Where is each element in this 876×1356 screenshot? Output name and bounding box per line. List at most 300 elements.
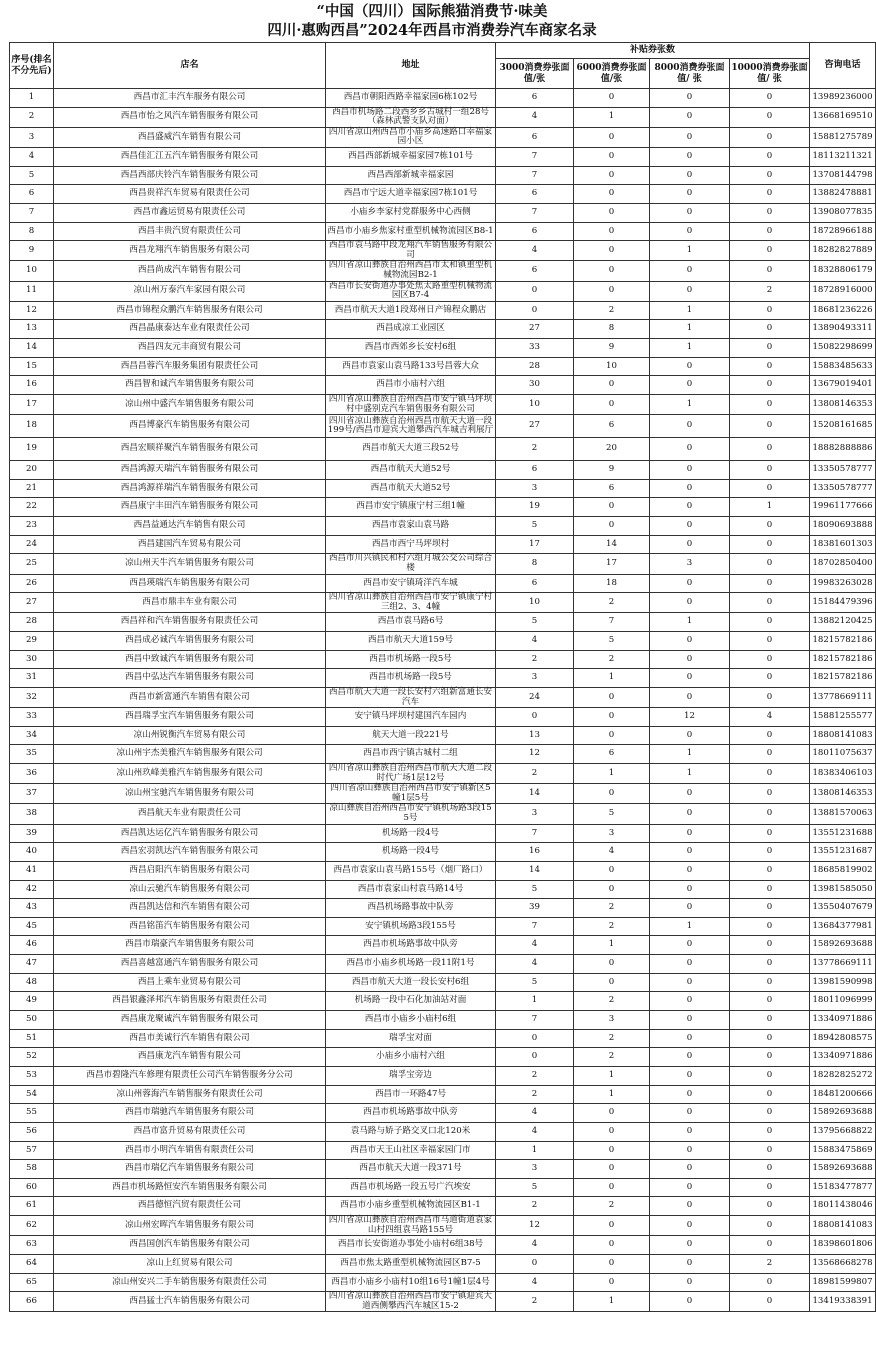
header-subsidy: 补贴券张数: [496, 43, 810, 59]
cell-3000: 4: [496, 1104, 574, 1123]
table-row: [10, 127, 876, 147]
cell-8000: 0: [650, 632, 730, 651]
cell-store: 西昌博豪汽车销售服务有限公司: [54, 415, 326, 438]
cell-phone: 18282827889: [810, 241, 876, 261]
cell-address: 西昌市长安街道办事处焦太路重型机械物流园区B7-4: [326, 281, 496, 301]
table-row: [10, 1141, 876, 1160]
cell-6000: 17: [574, 554, 650, 574]
cell-index: 52: [10, 1048, 54, 1067]
cell-phone: 18728916000: [810, 281, 876, 301]
table-row: [10, 632, 876, 651]
cell-store: 西昌宏顺祥聚汽车销售服务有限公司: [54, 438, 326, 461]
cell-index: 36: [10, 764, 54, 784]
cell-phone: 18808141083: [810, 1216, 876, 1236]
cell-store: 西昌市瑞豪汽车销售服务有限公司: [54, 936, 326, 955]
cell-3000: 3: [496, 669, 574, 688]
table-row: [10, 1178, 876, 1197]
cell-8000: 1: [650, 241, 730, 261]
cell-store: 西昌成必诚汽车销售服务有限公司: [54, 632, 326, 651]
cell-3000: 7: [496, 1011, 574, 1030]
cell-store: 西昌西部庆铃汽车销售服务有限公司: [54, 166, 326, 185]
cell-address: 四川省凉山彝族自治州西昌市马道街道袁家山村四组袁马路155号: [326, 1216, 496, 1236]
table-row: [10, 1292, 876, 1312]
cell-3000: 6: [496, 574, 574, 593]
cell-6000: 0: [574, 166, 650, 185]
table-row: [10, 241, 876, 261]
cell-8000: 0: [650, 687, 730, 707]
cell-6000: 1: [574, 107, 650, 127]
cell-6000: 2: [574, 899, 650, 918]
table-row: [10, 535, 876, 554]
cell-8000: 0: [650, 1216, 730, 1236]
cell-8000: 0: [650, 1160, 730, 1179]
cell-store: 西昌智和诚汽车销售服务有限公司: [54, 376, 326, 395]
cell-store: 西昌宏羽凯达汽车销售服务有限公司: [54, 843, 326, 862]
cell-6000: 2: [574, 1029, 650, 1048]
cell-address: 机场路一段4号: [326, 824, 496, 843]
cell-10000: 0: [730, 1197, 810, 1216]
cell-10000: 0: [730, 479, 810, 498]
cell-8000: 0: [650, 281, 730, 301]
cell-10000: 0: [730, 1085, 810, 1104]
table-row: [10, 517, 876, 536]
cell-3000: 2: [496, 650, 574, 669]
cell-6000: 0: [574, 861, 650, 880]
cell-10000: 0: [730, 745, 810, 764]
cell-3000: 10: [496, 593, 574, 613]
cell-phone: 18215782186: [810, 632, 876, 651]
cell-index: 20: [10, 461, 54, 480]
cell-10000: 0: [730, 1011, 810, 1030]
cell-8000: 0: [650, 415, 730, 438]
cell-10000: 0: [730, 1122, 810, 1141]
table-row: [10, 593, 876, 613]
cell-6000: 7: [574, 613, 650, 632]
cell-address: 四川省凉山彝族自治州西昌市安宁镇康宁村三组2、3、4幢: [326, 593, 496, 613]
cell-6000: 0: [574, 127, 650, 147]
cell-6000: 9: [574, 461, 650, 480]
cell-store: 西昌上乘车业贸易有限公司: [54, 973, 326, 992]
cell-index: 22: [10, 498, 54, 517]
cell-phone: 15892693688: [810, 1160, 876, 1179]
cell-6000: 0: [574, 708, 650, 727]
cell-store: 西昌市富升贸易有限责任公司: [54, 1122, 326, 1141]
cell-10000: 0: [730, 1178, 810, 1197]
cell-address: 四川省凉山彝族自治州西昌市航天大道一段199号/西昌市迎宾大道攀西汽车城吉利展厅: [326, 415, 496, 438]
cell-8000: 0: [650, 955, 730, 974]
cell-store: 西昌康龙汽车销售有限公司: [54, 1048, 326, 1067]
cell-address: 瑞孚宝对面: [326, 1029, 496, 1048]
cell-index: 56: [10, 1122, 54, 1141]
cell-phone: 18681236226: [810, 301, 876, 320]
cell-3000: 5: [496, 973, 574, 992]
cell-6000: 1: [574, 1066, 650, 1085]
cell-phone: 18328806179: [810, 261, 876, 281]
cell-address: 四川省凉山彝族自治州西昌市安宁镇马坪坝村中盛别克汽车销售服务有限公司: [326, 394, 496, 414]
cell-index: 30: [10, 650, 54, 669]
table-row: [10, 339, 876, 358]
cell-3000: 7: [496, 166, 574, 185]
cell-address: 四川省凉山彝族自治州西昌市航天大道二段时代广场1层12号: [326, 764, 496, 784]
cell-8000: 0: [650, 222, 730, 241]
cell-phone: 15208161685: [810, 415, 876, 438]
cell-phone: 15082298699: [810, 339, 876, 358]
table-row: [10, 281, 876, 301]
table-row: [10, 1104, 876, 1123]
cell-10000: 0: [730, 357, 810, 376]
cell-store: 凉山州天牛汽车销售服务有限公司: [54, 554, 326, 574]
cell-8000: 1: [650, 339, 730, 358]
cell-3000: 0: [496, 281, 574, 301]
cell-index: 21: [10, 479, 54, 498]
cell-phone: 13419338391: [810, 1292, 876, 1312]
cell-8000: 1: [650, 917, 730, 936]
cell-6000: 0: [574, 726, 650, 745]
cell-3000: 3: [496, 479, 574, 498]
cell-3000: 33: [496, 339, 574, 358]
cell-3000: 12: [496, 745, 574, 764]
cell-phone: 13340971886: [810, 1011, 876, 1030]
cell-index: 38: [10, 804, 54, 824]
cell-address: 四川省凉山彝族自治州西昌市安宁镇新区5幢1层5号: [326, 784, 496, 804]
cell-3000: 3: [496, 804, 574, 824]
table-row: [10, 669, 876, 688]
cell-10000: 0: [730, 517, 810, 536]
cell-3000: 3: [496, 1160, 574, 1179]
table-row: [10, 936, 876, 955]
cell-address: 西昌市航天大道52号: [326, 461, 496, 480]
cell-3000: 30: [496, 376, 574, 395]
cell-3000: 5: [496, 613, 574, 632]
cell-index: 26: [10, 574, 54, 593]
cell-phone: 13981590998: [810, 973, 876, 992]
table-row: [10, 917, 876, 936]
cell-index: 53: [10, 1066, 54, 1085]
cell-6000: 8: [574, 320, 650, 339]
table-row: [10, 107, 876, 127]
cell-address: 机场路一段4号: [326, 843, 496, 862]
cell-address: 西昌市机场路一段五号广汽埃安: [326, 1178, 496, 1197]
cell-index: 39: [10, 824, 54, 843]
cell-address: 西昌市袁家山袁马路133号昌蓉大众: [326, 357, 496, 376]
cell-3000: 17: [496, 535, 574, 554]
cell-store: 西昌喜越富通汽车销售服务有限公司: [54, 955, 326, 974]
cell-store: 凉山州玖峰美雅汽车销售服务有限公司: [54, 764, 326, 784]
header-3000: 3000消费券张面值/张: [496, 59, 574, 89]
table-row: [10, 1066, 876, 1085]
cell-address: 机场路一段中石化加油站对面: [326, 992, 496, 1011]
cell-3000: 12: [496, 1216, 574, 1236]
cell-3000: 14: [496, 861, 574, 880]
cell-8000: 1: [650, 613, 730, 632]
cell-address: 西昌市西宁镇古城村二组: [326, 745, 496, 764]
cell-6000: 18: [574, 574, 650, 593]
cell-address: 西昌西部新城幸福家园: [326, 166, 496, 185]
cell-8000: 0: [650, 992, 730, 1011]
cell-store: 凉山州安兴二手车销售服务有限责任公司: [54, 1273, 326, 1292]
cell-phone: 18282825272: [810, 1066, 876, 1085]
cell-address: 西昌市袁家山村袁马路14号: [326, 880, 496, 899]
cell-3000: 6: [496, 222, 574, 241]
cell-phone: 18011096999: [810, 992, 876, 1011]
cell-address: 西昌市西郊乡长安村6组: [326, 339, 496, 358]
cell-store: 西昌佳汇江五汽车销售服务有限公司: [54, 148, 326, 167]
cell-phone: 13551231688: [810, 824, 876, 843]
cell-10000: 0: [730, 376, 810, 395]
cell-3000: 5: [496, 1178, 574, 1197]
cell-index: 58: [10, 1160, 54, 1179]
cell-store: 西昌祥和汽车销售服务有限责任公司: [54, 613, 326, 632]
cell-phone: 15881275789: [810, 127, 876, 147]
cell-phone: 13808146353: [810, 394, 876, 414]
cell-6000: 0: [574, 261, 650, 281]
cell-phone: 19983263028: [810, 574, 876, 593]
cell-6000: 3: [574, 824, 650, 843]
cell-8000: 0: [650, 899, 730, 918]
cell-10000: 0: [730, 320, 810, 339]
cell-3000: 7: [496, 203, 574, 222]
cell-index: 16: [10, 376, 54, 395]
cell-phone: 15892693688: [810, 1104, 876, 1123]
cell-store: 西昌龙翔汽车销售服务有限公司: [54, 241, 326, 261]
table-row: [10, 498, 876, 517]
cell-3000: 2: [496, 438, 574, 461]
cell-3000: 10: [496, 394, 574, 414]
cell-10000: 0: [730, 339, 810, 358]
cell-8000: 0: [650, 1122, 730, 1141]
cell-address: 西昌市袁马路6号: [326, 613, 496, 632]
cell-store: 西昌贵祥汽车贸易有限责任公司: [54, 185, 326, 204]
cell-10000: 0: [730, 1141, 810, 1160]
table-row: [10, 1216, 876, 1236]
cell-phone: 15183477877: [810, 1178, 876, 1197]
cell-store: 西昌市机场路恒安汽车销售服务有限公司: [54, 1178, 326, 1197]
cell-10000: 0: [730, 1029, 810, 1048]
table-row: [10, 1160, 876, 1179]
cell-index: 12: [10, 301, 54, 320]
cell-3000: 2: [496, 1292, 574, 1312]
cell-phone: 13795668822: [810, 1122, 876, 1141]
cell-8000: 0: [650, 784, 730, 804]
cell-address: 西昌市航天大道159号: [326, 632, 496, 651]
cell-10000: 0: [730, 203, 810, 222]
cell-6000: 0: [574, 687, 650, 707]
cell-phone: 18090693888: [810, 517, 876, 536]
cell-8000: 0: [650, 535, 730, 554]
cell-store: 西昌航天车业有限责任公司: [54, 804, 326, 824]
table-row: [10, 301, 876, 320]
cell-6000: 2: [574, 1048, 650, 1067]
cell-phone: 13708144798: [810, 166, 876, 185]
cell-10000: 0: [730, 650, 810, 669]
cell-phone: 18381601303: [810, 535, 876, 554]
cell-store: 西昌市鑫运贸易有限责任公司: [54, 203, 326, 222]
cell-phone: 13679019401: [810, 376, 876, 395]
cell-10000: 0: [730, 824, 810, 843]
table-row: [10, 861, 876, 880]
cell-3000: 7: [496, 824, 574, 843]
cell-address: 西昌西部新城幸福家园7栋101号: [326, 148, 496, 167]
cell-index: 23: [10, 517, 54, 536]
cell-10000: 0: [730, 613, 810, 632]
cell-6000: 6: [574, 745, 650, 764]
cell-store: 西昌猛士汽车销售服务有限公司: [54, 1292, 326, 1312]
cell-6000: 0: [574, 1273, 650, 1292]
cell-3000: 6: [496, 461, 574, 480]
cell-store: 西昌市汇丰汽车服务有限公司: [54, 89, 326, 108]
cell-8000: 0: [650, 861, 730, 880]
cell-address: 西昌市小庙乡小庙村6组: [326, 1011, 496, 1030]
cell-phone: 15881255577: [810, 708, 876, 727]
cell-address: 安宁镇马坪坝村建国汽车园内: [326, 708, 496, 727]
cell-index: 37: [10, 784, 54, 804]
cell-3000: 27: [496, 320, 574, 339]
cell-8000: 0: [650, 824, 730, 843]
cell-store: 凉山州锐衡汽车贸易有限公司: [54, 726, 326, 745]
cell-3000: 4: [496, 1236, 574, 1255]
cell-address: 西昌市焦太路重型机械物流园区B7-5: [326, 1254, 496, 1273]
table-row: [10, 320, 876, 339]
cell-store: 西昌银鑫泽邦汽车销售服务有限责任公司: [54, 992, 326, 1011]
cell-index: 32: [10, 687, 54, 707]
cell-index: 65: [10, 1273, 54, 1292]
cell-3000: 14: [496, 784, 574, 804]
cell-8000: 0: [650, 498, 730, 517]
cell-store: 西昌市美诚行汽车销售有限公司: [54, 1029, 326, 1048]
cell-10000: 0: [730, 301, 810, 320]
cell-8000: 0: [650, 107, 730, 127]
cell-10000: 0: [730, 861, 810, 880]
cell-phone: 13568668278: [810, 1254, 876, 1273]
table-row: [10, 89, 876, 108]
cell-10000: 0: [730, 1236, 810, 1255]
cell-10000: 0: [730, 687, 810, 707]
cell-8000: 3: [650, 554, 730, 574]
cell-address: 凉山彝族自治州西昌市安宁镇机场路3段155号: [326, 804, 496, 824]
cell-6000: 4: [574, 843, 650, 862]
table-row: [10, 1236, 876, 1255]
cell-index: 19: [10, 438, 54, 461]
cell-index: 62: [10, 1216, 54, 1236]
cell-10000: 0: [730, 1048, 810, 1067]
cell-address: 西昌市宁远大道幸福家园7栋101号: [326, 185, 496, 204]
cell-3000: 0: [496, 301, 574, 320]
cell-address: 西昌市袁家山袁马路: [326, 517, 496, 536]
cell-3000: 0: [496, 1254, 574, 1273]
cell-phone: 13550407679: [810, 899, 876, 918]
cell-3000: 0: [496, 1029, 574, 1048]
cell-10000: 0: [730, 107, 810, 127]
cell-8000: 1: [650, 394, 730, 414]
page-title: [0, 0, 864, 40]
table-row: [10, 166, 876, 185]
cell-address: 瑞孚宝旁边: [326, 1066, 496, 1085]
cell-address: 西昌市机场路事故中队旁: [326, 936, 496, 955]
header-index: 序号(排名不分先后): [10, 43, 54, 89]
table-row: [10, 1029, 876, 1048]
cell-address: 西昌市西宁马坪坝村: [326, 535, 496, 554]
cell-6000: 0: [574, 203, 650, 222]
cell-8000: 0: [650, 357, 730, 376]
cell-10000: 0: [730, 1273, 810, 1292]
cell-store: 西昌市瑞驰汽车销售服务有限公司: [54, 1104, 326, 1123]
cell-phone: 18011075637: [810, 745, 876, 764]
cell-store: 西昌鸿源天瑞汽车销售服务有限公司: [54, 461, 326, 480]
cell-phone: 18882888886: [810, 438, 876, 461]
table-row: [10, 554, 876, 574]
cell-index: 66: [10, 1292, 54, 1312]
cell-phone: 13890493311: [810, 320, 876, 339]
cell-store: 西昌鸿源祥瑞汽车销售服务有限公司: [54, 479, 326, 498]
cell-6000: 0: [574, 784, 650, 804]
cell-3000: 27: [496, 415, 574, 438]
table-row: [10, 1085, 876, 1104]
cell-6000: 2: [574, 992, 650, 1011]
cell-store: 西昌昌蓉汽车服务集团有限责任公司: [54, 357, 326, 376]
cell-10000: 1: [730, 498, 810, 517]
cell-8000: 0: [650, 1066, 730, 1085]
cell-address: 航天大道一段221号: [326, 726, 496, 745]
cell-phone: 15184479396: [810, 593, 876, 613]
cell-store: 西昌盛威汽车销售有限公司: [54, 127, 326, 147]
cell-6000: 0: [574, 955, 650, 974]
cell-address: 西昌市小庙乡焦家村重型机械物流园区B8-1: [326, 222, 496, 241]
cell-6000: 0: [574, 222, 650, 241]
cell-8000: 0: [650, 261, 730, 281]
cell-8000: 0: [650, 650, 730, 669]
cell-address: 西昌市航天大道1段郑州日产锦程众鹏店: [326, 301, 496, 320]
cell-6000: 1: [574, 1085, 650, 1104]
cell-phone: 15883485633: [810, 357, 876, 376]
cell-3000: 4: [496, 1273, 574, 1292]
cell-6000: 0: [574, 1104, 650, 1123]
cell-index: 55: [10, 1104, 54, 1123]
cell-phone: 15883475869: [810, 1141, 876, 1160]
cell-phone: 18398601806: [810, 1236, 876, 1255]
cell-6000: 0: [574, 517, 650, 536]
cell-index: 4: [10, 148, 54, 167]
table-row: [10, 415, 876, 438]
cell-index: 64: [10, 1254, 54, 1273]
table-row: [10, 357, 876, 376]
cell-phone: 13882120425: [810, 613, 876, 632]
cell-store: 西昌市瑞亿汽车销售服务有限公司: [54, 1160, 326, 1179]
cell-6000: 6: [574, 479, 650, 498]
cell-8000: 0: [650, 804, 730, 824]
cell-6000: 5: [574, 632, 650, 651]
cell-phone: 13340971886: [810, 1048, 876, 1067]
cell-phone: 18981599807: [810, 1273, 876, 1292]
cell-address: 西昌市袁马路中段龙翔汽车销售服务有限公司: [326, 241, 496, 261]
cell-index: 42: [10, 880, 54, 899]
cell-index: 45: [10, 917, 54, 936]
table-row: [10, 708, 876, 727]
cell-8000: 0: [650, 726, 730, 745]
table-row: [10, 613, 876, 632]
cell-8000: 0: [650, 973, 730, 992]
cell-10000: 0: [730, 804, 810, 824]
cell-8000: 0: [650, 1104, 730, 1123]
table-row: [10, 992, 876, 1011]
cell-6000: 2: [574, 917, 650, 936]
cell-8000: 12: [650, 708, 730, 727]
cell-8000: 0: [650, 880, 730, 899]
cell-6000: 0: [574, 281, 650, 301]
cell-phone: 18383406103: [810, 764, 876, 784]
cell-10000: 0: [730, 89, 810, 108]
cell-10000: 0: [730, 632, 810, 651]
cell-index: 54: [10, 1085, 54, 1104]
